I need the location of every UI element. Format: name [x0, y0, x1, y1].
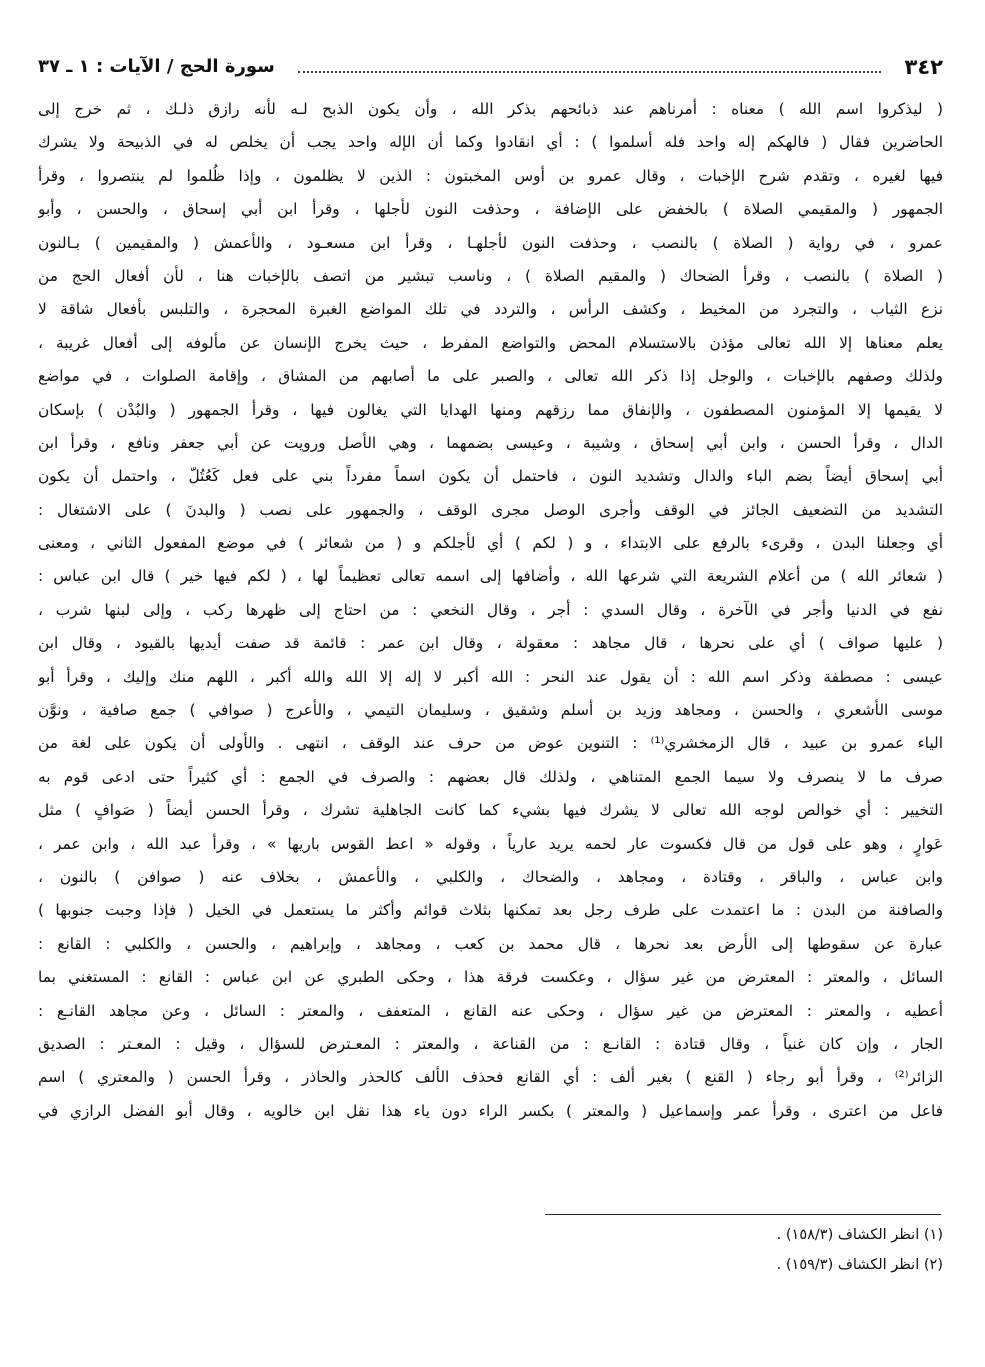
text-line: التشديد من التضعيف الجائز في الوقف وأجرى الوصل مجرى الوقف ، والجمهور على نصب ( والبدنَ ) على الاشتغال :: [38, 500, 943, 519]
text-line: ( شعائر الله ) من أعلام الشريعة التي شرعها الله ، وأضافها إلى اسمه تعالى تعظيماً لها ، ( لكم فيها خير ) قال ابن عباس :: [38, 567, 943, 586]
header-dotted-leader: [298, 71, 881, 73]
footnotes: [543, 1220, 943, 1280]
text-line: عبارة عن سقوطها إلى الأرض بعد نحرها ، قال محمد بن كعب ، ومجاهد ، وإبراهيم ، والحسن ، والكلبي : القانع :: [38, 934, 943, 953]
text-line: ( ليذكروا اسم الله ) معناه : أمرناهم عند ذبائحهم بذكر الله ، وأن يكون الذبح لـه لأنه رازق ذلـك ، ثم خرج إلى: [38, 100, 943, 118]
text-line: ولذلك وصفهم بالإخبات ، والوجل إذا ذكر الله تعالى ، والصبر على ما أصابهم من المشاق ، وإقامة الصلوات ، في مواضع: [38, 367, 943, 386]
text-line: الزائر⁽²⁾ ، وقرأ أبو رجاء ( القنع ) بغير ألف : أي القانع فحذف الألف كالحذر والحاذر ، وقرأ الحسن ( والمعتري ) اسم: [38, 1068, 943, 1087]
footnote-1: (١) انظر الكشاف (١٥٨/٣) .: [776, 1227, 943, 1243]
text-line: الحاضرين فقال ( فالهكم إله واحد فله أسلموا ) : أي انقادوا وكما أن الإله واحد يجب أن يخلص له في الذبيحة ولا يشرك: [38, 133, 943, 152]
text-line: التخيير : أي خوالص لوجه الله تعالى لا يشرك فيها بشيء كما كانت الجاهلية تشرك ، وقرأ الحسن أيضاً ( صَوافٍ ) مثل: [38, 801, 943, 820]
text-line: عَوارٍ ، وهو على قول من قال فكسوت عار لحمه يريد عارياً ، وقوله « اعط القوس باريها » ، وقرأ عبد الله ، وابن عمر ،: [38, 834, 943, 853]
text-line: موسى الأشعري ، والحسن ، ومجاهد وزيد بن أسلم وشقيق ، وسليمان التيمي ، والأعرج ( صوافي ) جمع صافية ، ونوَّن: [38, 701, 943, 720]
text-line: لا يقيمها إلا المؤمنون المصطفون ، والإنفاق مما رزقهم ومنها الهدايا التي يغالون فيها ، وقرأ الجمهور ( والبُدْن ) بإسكان: [38, 400, 943, 419]
text-line: أبي إسحاق أيضاً بضم الباء والدال وتشديد النون ، فاحتمل أن يكون اسماً مفرداً بني على فعل كَعُتُلّ ، واحتمل أن يكون: [38, 467, 943, 486]
text-line: نزع الثياب ، والتجرد من المخيط ، وكشف الرأس ، والتردد في تلك المواضع الغبرة المحجرة ، والتلبس بأفعال شاقة لا: [38, 300, 943, 319]
text-line: يعلم معناها إلا الله تعالى مؤذن بالاستسلام المحض والتواضع المفرط ، حيث يخرج الإنسان عن مألوفه إلى أفعال غريبة ،: [38, 333, 943, 352]
text-line: ( عليها صواف ) أي على نحرها ، قال مجاهد : معقولة ، وقال ابن عمر : قائمة قد صفت أيديها بالقيود ، وقال ابن: [38, 634, 943, 653]
text-line: نفع في الدنيا وأجر في الآخرة ، وقال السدي : أجر ، وقال النخعي : من احتاج إلى ظهرها ركب ، وإلى لبنها شرب ،: [38, 600, 943, 619]
text-line: والصافنة من البدن : ما اعتمدت على طرف رجل بعد تمكنها بثلاث قوائم وأكثر ما يستعمل في الخيل ( فإذا وجبت جنوبها ): [38, 901, 943, 920]
page-header: [38, 52, 943, 86]
text-line: وابن عباس ، والباقر ، وقتادة ، ومجاهد ، والضحاك ، والكلبي ، والأعمش ، بخلاف عنه ( صوافن ) بالنون ،: [38, 867, 943, 886]
running-title: سورة الحج / الآيات : ١ ـ ٣٧: [38, 56, 275, 77]
text-line: السائل ، والمعتر : المعترض من غير سؤال ، وعكست فرقة هذا ، وحكى الطبري عن ابن عباس : القانع : المستغني بما: [38, 968, 943, 987]
text-line: فيها لغيره ، وتقدم شرح الإخبات ، وقال عمرو بن أوس المخبتون : الذين لا يظلمون ، وإذا ظُلموا لم ينتصروا ، وقرأ: [38, 166, 943, 185]
page-number: ٣٤٢: [904, 55, 943, 79]
main-text: [38, 93, 943, 1128]
text-line: الجار ، وإن كان غنياً ، وقال قتادة : القانـع : من القناعة ، والمعتر : المعـترض للسؤال ، وقيل : المعـتر : الصديق: [38, 1034, 943, 1053]
footnote-2: (٢) انظر الكشاف (١٥٩/٣) .: [776, 1257, 943, 1273]
text-line: ( الصلاة ) بالنصب ، وقرأ الضحاك ( والمقيم الصلاة ) ، وناسب تبشير من اتصف بالإخبات هنا ، لأن أفعال الحج من: [38, 266, 943, 285]
text-line: عمرو ، في رواية ( الصلاة ) بالنصب ، وحذفت النون لأجلهـا ، وقرأ ابن مسعـود ، والأعمش ( والمقيمين ) بـالنون: [38, 233, 943, 252]
text-line: عيسى : مصطفة وذكر اسم الله : أن يقول عند النحر : الله أكبر لا إله إلا الله والله أكبر ، اللهم منك وإليك ، وقرأ أبو: [38, 667, 943, 686]
text-line: الجمهور ( والمقيمي الصلاة ) بالخفض على الإضافة ، وحذفت النون لأجلها ، وقرأ ابن أبي إسحاق ، والحسن ، وأبو: [38, 200, 943, 219]
text-line: أعطيه ، والمعتر : المعترض من غير سؤال ، وحكى عنه القانع ، المتعفف ، والمعتر : السائل ، وعن مجاهد القانـع :: [38, 1001, 943, 1020]
text-line: أي وجعلنا البدن ، وقرىء بالرفع على الابتداء ، و ( لكم ) أي لأجلكم و ( من شعائر ) في موضع المفعول الثاني ، ومعنى: [38, 534, 943, 553]
text-line: فاعل من اعترى ، وقرأ عمر وإسماعيل ( والمعتر ) بكسر الراء دون ياء هذا نقل ابن خالويه ، وقال أبو الفضل الرازي في: [38, 1101, 943, 1120]
footnote-separator: [545, 1214, 941, 1215]
text-line: الياء عمرو بن عبيد ، قال الزمخشري⁽¹⁾ : التنوين عوض من حرف عند الوقف ، انتهى . والأولى أن يكون على لغة من: [38, 734, 943, 753]
text-line: الدال ، وقرأ الحسن ، وابن أبي إسحاق ، وشيبة ، وعيسى بضمهما ، وهي الأصل ورويت عن أبي جعفر ونافع ، وقرأ ابن: [38, 433, 943, 452]
text-line: صرف ما لا ينصرف ولا سيما الجمع المتناهي ، ولذلك قال بعضهم : والصرف في الجمع : أي كثيراً حتى ادعى قوم به: [38, 767, 943, 786]
